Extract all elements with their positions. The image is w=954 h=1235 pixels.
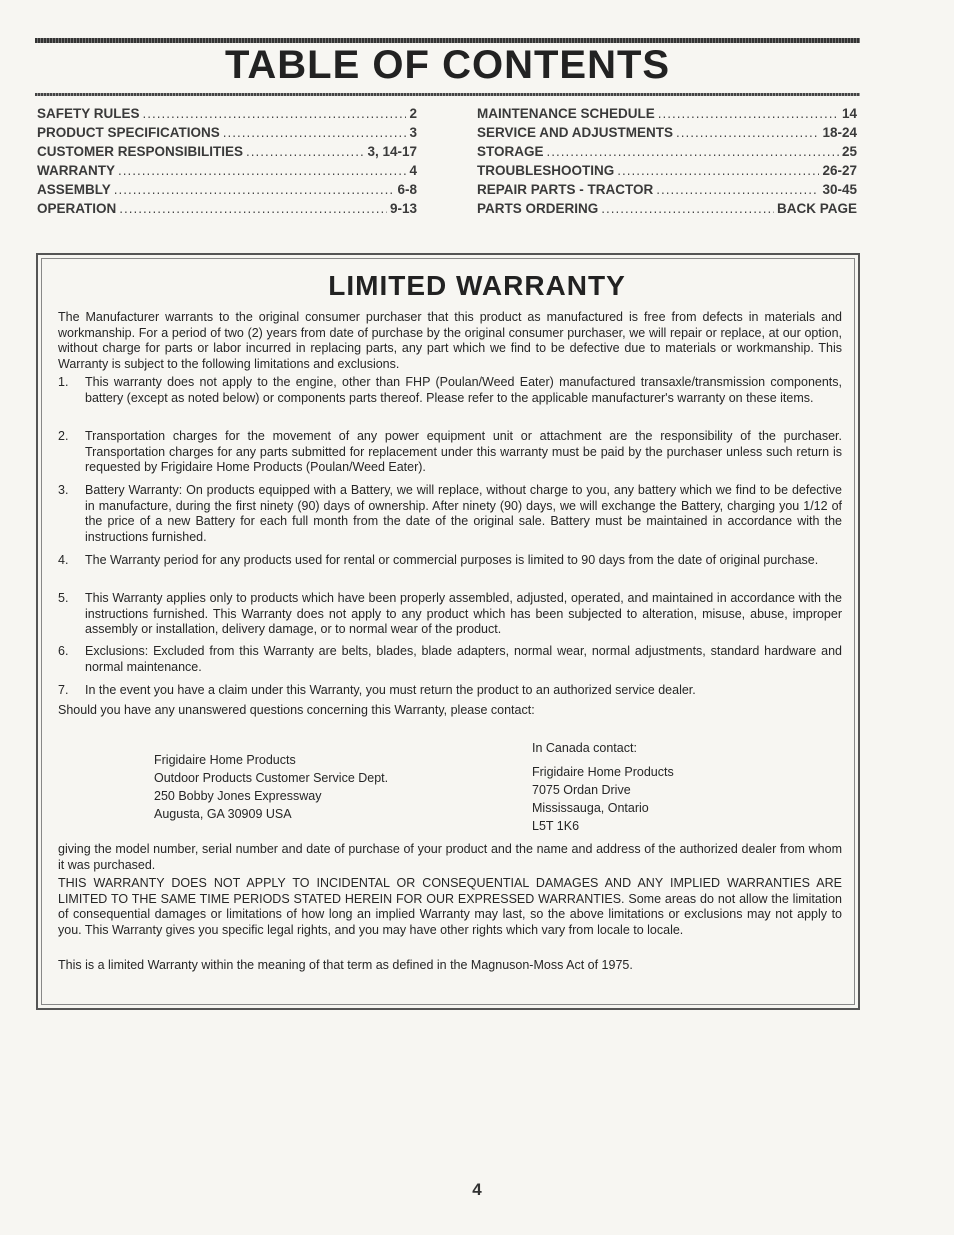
toc-entry-page: 9-13 bbox=[389, 201, 417, 216]
toc-entry-page: 2 bbox=[409, 106, 417, 121]
toc-entry-page: 26-27 bbox=[822, 163, 857, 178]
toc-entry-label: OPERATION bbox=[37, 201, 117, 216]
toc-entry bbox=[477, 163, 857, 182]
toc-leader bbox=[658, 106, 839, 121]
toc-right-column bbox=[477, 106, 857, 220]
canada-heading: In Canada contact: bbox=[532, 741, 637, 755]
toc-entry-page: 3, 14-17 bbox=[367, 144, 417, 159]
toc-leader bbox=[223, 125, 407, 140]
item-number: 3. bbox=[58, 483, 69, 497]
toc-entry bbox=[37, 163, 417, 182]
item-text: This warranty does not apply to the engine, other than FHP (Poulan/Weed Eater) manufactured transaxle/transmission components, battery (except as noted below) or components parts thereof. Please refer to the applicable manufacturer's warranty on these items. bbox=[85, 375, 842, 405]
item-text: Transportation charges for the movement of any power equipment unit or attachment are the responsibility of the purchaser. Transportation charges for any parts submitted for replacement under this warranty must be paid by the purchaser unless such return is requested by Frigidaire Home Products (Poulan/Weed Eater). bbox=[85, 429, 842, 474]
warranty-intro: The Manufacturer warrants to the original consumer purchaser that this product as manufactured is free from defects in materials and workmanship. For a period of two (2) years from date of purchase by the original consumer purchaser, we will repair or replace, at our option, without charge for parts or labor incurred in replacing parts, any part which we find to be defective due to materials or workmanship. This Warranty is subject to the following limitations and exclusions. bbox=[58, 310, 842, 371]
toc-entry bbox=[37, 125, 417, 144]
toc-entry-label: ASSEMBLY bbox=[37, 182, 111, 197]
toc-leader bbox=[118, 163, 406, 178]
toc-entry-label: SERVICE AND ADJUSTMENTS bbox=[477, 125, 674, 140]
toc-entry-label: PRODUCT SPECIFICATIONS bbox=[37, 125, 220, 140]
toc-entry-label: MAINTENANCE SCHEDULE bbox=[477, 106, 655, 121]
item-text: In the event you have a claim under this Warranty, you must return the product to an authorized service dealer. bbox=[85, 683, 696, 697]
toc-entry-label: STORAGE bbox=[477, 144, 544, 159]
toc-entry bbox=[37, 144, 417, 163]
item-text: Exclusions: Excluded from this Warranty are belts, blades, blade adapters, normal wear, normal adjustments, standard hardware and normal maintenance. bbox=[85, 644, 842, 674]
toc-entry-page: 4 bbox=[409, 163, 417, 178]
warranty-contact-intro: Should you have any unanswered questions concerning this Warranty, please contact: bbox=[58, 703, 535, 717]
warranty-final-note: This is a limited Warranty within the meaning of that term as defined in the Magnuson-Moss Act of 1975. bbox=[58, 958, 633, 972]
toc-entry bbox=[477, 201, 857, 220]
toc-leader bbox=[601, 201, 774, 216]
toc-entry bbox=[477, 106, 857, 125]
toc-entry-label: PARTS ORDERING bbox=[477, 201, 599, 216]
warranty-contact-details: giving the model number, serial number and date of purchase of your product and the name and address of the authorized dealer from whom it was purchased. bbox=[58, 842, 842, 872]
toc-entry-label: SAFETY RULES bbox=[37, 106, 140, 121]
address-line: Augusta, GA 30909 USA bbox=[154, 807, 292, 821]
item-number: 7. bbox=[58, 683, 69, 697]
toc-leader bbox=[143, 106, 407, 121]
address-line: Mississauga, Ontario bbox=[532, 801, 649, 815]
address-line: 250 Bobby Jones Expressway bbox=[154, 789, 322, 803]
toc-rule bbox=[35, 93, 860, 96]
toc-title: TABLE OF CONTENTS bbox=[224, 43, 671, 87]
address-line: L5T 1K6 bbox=[532, 819, 580, 833]
canada-address bbox=[532, 739, 674, 835]
toc-leader bbox=[617, 163, 819, 178]
address-line: Frigidaire Home Products bbox=[154, 753, 296, 767]
toc-entry-page: 18-24 bbox=[822, 125, 857, 140]
toc-entry-page: 25 bbox=[841, 144, 857, 159]
toc-entry bbox=[477, 182, 857, 201]
item-number: 1. bbox=[58, 375, 69, 389]
toc-entry-label: TROUBLESHOOTING bbox=[477, 163, 615, 178]
toc-leader bbox=[114, 182, 395, 197]
toc-left-column bbox=[37, 106, 417, 220]
toc-leader bbox=[547, 144, 839, 159]
toc-entry bbox=[477, 125, 857, 144]
toc-entry-label: WARRANTY bbox=[37, 163, 115, 178]
warranty-title: LIMITED WARRANTY bbox=[328, 270, 626, 301]
item-text: The Warranty period for any products used for rental or commercial purposes is limited to 90 days from the date of original purchase. bbox=[85, 553, 819, 567]
item-number: 2. bbox=[58, 429, 69, 443]
toc-entry bbox=[37, 182, 417, 201]
toc-entry-label: REPAIR PARTS - TRACTOR bbox=[477, 182, 654, 197]
toc-entry-page: BACK PAGE bbox=[776, 201, 857, 216]
toc-entry-page: 14 bbox=[841, 106, 857, 121]
item-number: 4. bbox=[58, 553, 69, 567]
item-text: This Warranty applies only to products which have been properly assembled, adjusted, operated, and maintained in accordance with the instructions furnished. This Warranty does not apply to any product which has been subjected to alteration, misuse, abuse, improper assembly or installation, delivery damage, or to normal wear of the product. bbox=[85, 591, 842, 636]
toc-entry-label: CUSTOMER RESPONSIBILITIES bbox=[37, 144, 244, 159]
toc-entry-page: 6-8 bbox=[397, 182, 417, 197]
toc-leader bbox=[119, 201, 387, 216]
address-line: 7075 Ordan Drive bbox=[532, 783, 631, 797]
warranty-disclaimer: THIS WARRANTY DOES NOT APPLY TO INCIDENTAL OR CONSEQUENTIAL DAMAGES AND ANY IMPLIED WARRANTIES ARE LIMITED TO THE SAME TIME PERIODS STATED HEREIN FOR OUR EXPRESSED WARRANTIES. Some areas do not allow the limitation of consequential damages or limitations of how long an implied Warranty may last, so the above limitations or exclusions may not apply to you. This Warranty gives you specific legal rights, and you may have other rights which vary from locale to locale. bbox=[58, 876, 842, 937]
toc-leader bbox=[656, 182, 819, 197]
address-line: Frigidaire Home Products bbox=[532, 765, 674, 779]
page-number: 4 bbox=[472, 1180, 482, 1199]
item-number: 5. bbox=[58, 591, 69, 605]
item-number: 6. bbox=[58, 644, 69, 658]
toc-leader bbox=[246, 144, 364, 159]
toc-entry bbox=[477, 144, 857, 163]
toc-entry bbox=[37, 201, 417, 220]
toc-entry-page: 3 bbox=[409, 125, 417, 140]
item-text: Battery Warranty: On products equipped with a Battery, we will replace, without charge to you, any battery which we find to be defective in manufacture, during the first ninety (90) days of ownership. After ninety (90) days, we will exchange the Battery, charging you 1/12 of the price of a new Battery for each full month from the date of the original sale. Battery must be maintained in accordance with the instructions furnished. bbox=[85, 483, 842, 544]
toc-leader bbox=[676, 125, 819, 140]
address-line: Outdoor Products Customer Service Dept. bbox=[154, 771, 389, 785]
us-address bbox=[154, 751, 388, 823]
toc-entry bbox=[37, 106, 417, 125]
toc-entry-page: 30-45 bbox=[822, 182, 857, 197]
